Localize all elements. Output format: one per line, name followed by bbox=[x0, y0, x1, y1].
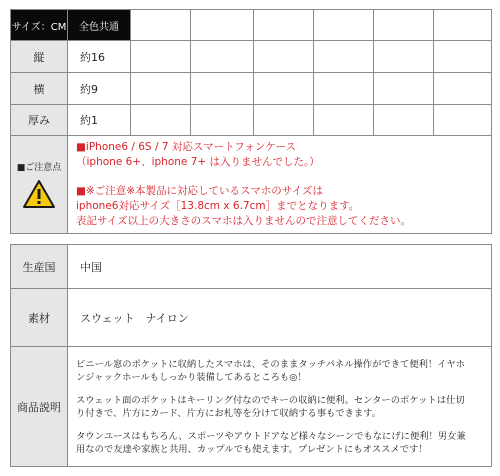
caution-line: ■iPhone6 / 6S / 7 対応スマートフォンケース bbox=[76, 141, 297, 153]
product-info-table bbox=[10, 244, 492, 467]
caution-line: 表記サイズ以上の大きさのスマホは入りませんので注意してください。 bbox=[76, 215, 411, 227]
size-value-width: 約9 bbox=[68, 73, 131, 105]
size-value-height: 約16 bbox=[68, 41, 131, 73]
description-row bbox=[11, 347, 492, 467]
size-label-height: 縦 bbox=[11, 41, 68, 73]
empty-cell bbox=[374, 105, 434, 136]
size-table bbox=[10, 9, 492, 234]
empty-cell bbox=[191, 41, 254, 73]
empty-cell bbox=[314, 41, 374, 73]
empty-cell bbox=[131, 73, 191, 105]
size-row-thickness bbox=[11, 105, 492, 136]
empty-cell bbox=[191, 10, 254, 41]
empty-cell bbox=[434, 41, 492, 73]
origin-label: 生産国 bbox=[11, 245, 68, 289]
empty-cell bbox=[374, 10, 434, 41]
empty-cell bbox=[434, 105, 492, 136]
origin-value: 中国 bbox=[68, 245, 492, 289]
description-line: り付きで、片方にカード、片方にお札等を分けて収納する事もできます。 bbox=[76, 408, 382, 419]
material-label: 素材 bbox=[11, 289, 68, 347]
caution-label: ■ご注意点 bbox=[16, 163, 62, 173]
empty-cell bbox=[254, 41, 314, 73]
empty-cell bbox=[374, 41, 434, 73]
caution-text bbox=[68, 136, 492, 234]
empty-cell bbox=[191, 73, 254, 105]
description-line: 用なので友達や家族と共用、カップルでも使えます。プレゼントにもオススメです！ bbox=[76, 444, 428, 455]
empty-cell bbox=[254, 73, 314, 105]
size-header-value: 全色共通 bbox=[68, 10, 131, 41]
empty-cell bbox=[434, 10, 492, 41]
description-line: タウンユースはもちろん、スポーツやアウトドアなど様々なシーンでもなにげに便利！男女兼 bbox=[76, 431, 466, 442]
size-row-width bbox=[11, 73, 492, 105]
empty-cell bbox=[434, 73, 492, 105]
size-value-thickness: 約1 bbox=[68, 105, 131, 136]
empty-cell bbox=[131, 105, 191, 136]
warning-triangle-icon bbox=[22, 179, 56, 209]
size-header-label: サイズ：CM bbox=[11, 10, 68, 41]
origin-row bbox=[11, 245, 492, 289]
empty-cell bbox=[374, 73, 434, 105]
empty-cell bbox=[131, 41, 191, 73]
description-line: ビニール窓のポケットに収納したスマホは、そのままタッチパネル操作ができて便利！イヤホ bbox=[76, 359, 466, 370]
empty-cell bbox=[254, 10, 314, 41]
description-text bbox=[68, 347, 492, 467]
empty-cell bbox=[314, 73, 374, 105]
size-header-row bbox=[11, 10, 492, 41]
caution-line: iphone6対応サイズ［13.8cm x 6.7cm］までとなります。 bbox=[76, 200, 360, 212]
empty-cell bbox=[314, 10, 374, 41]
size-label-width: 横 bbox=[11, 73, 68, 105]
caution-line: （iphone 6+、iphone 7+ は入りませんでした。） bbox=[76, 156, 320, 168]
description-line: スウェット面のポケットはキーリング付なのでキーの収納に便利。センターのポケットは仕切 bbox=[76, 395, 465, 406]
description-line: ンジャックホールもしっかり装備してあるところも◎！ bbox=[76, 372, 307, 383]
caution-row bbox=[11, 136, 492, 234]
empty-cell bbox=[131, 10, 191, 41]
material-row bbox=[11, 289, 492, 347]
size-label-thickness: 厚み bbox=[11, 105, 68, 136]
empty-cell bbox=[314, 105, 374, 136]
description-label: 商品説明 bbox=[11, 347, 68, 467]
caution-line: ■※ご注意※本製品に対応しているスマホのサイズは bbox=[76, 185, 323, 197]
empty-cell bbox=[254, 105, 314, 136]
material-value: スウェット ナイロン bbox=[68, 289, 492, 347]
size-row-height bbox=[11, 41, 492, 73]
empty-cell bbox=[191, 105, 254, 136]
caution-label-cell bbox=[11, 136, 68, 234]
